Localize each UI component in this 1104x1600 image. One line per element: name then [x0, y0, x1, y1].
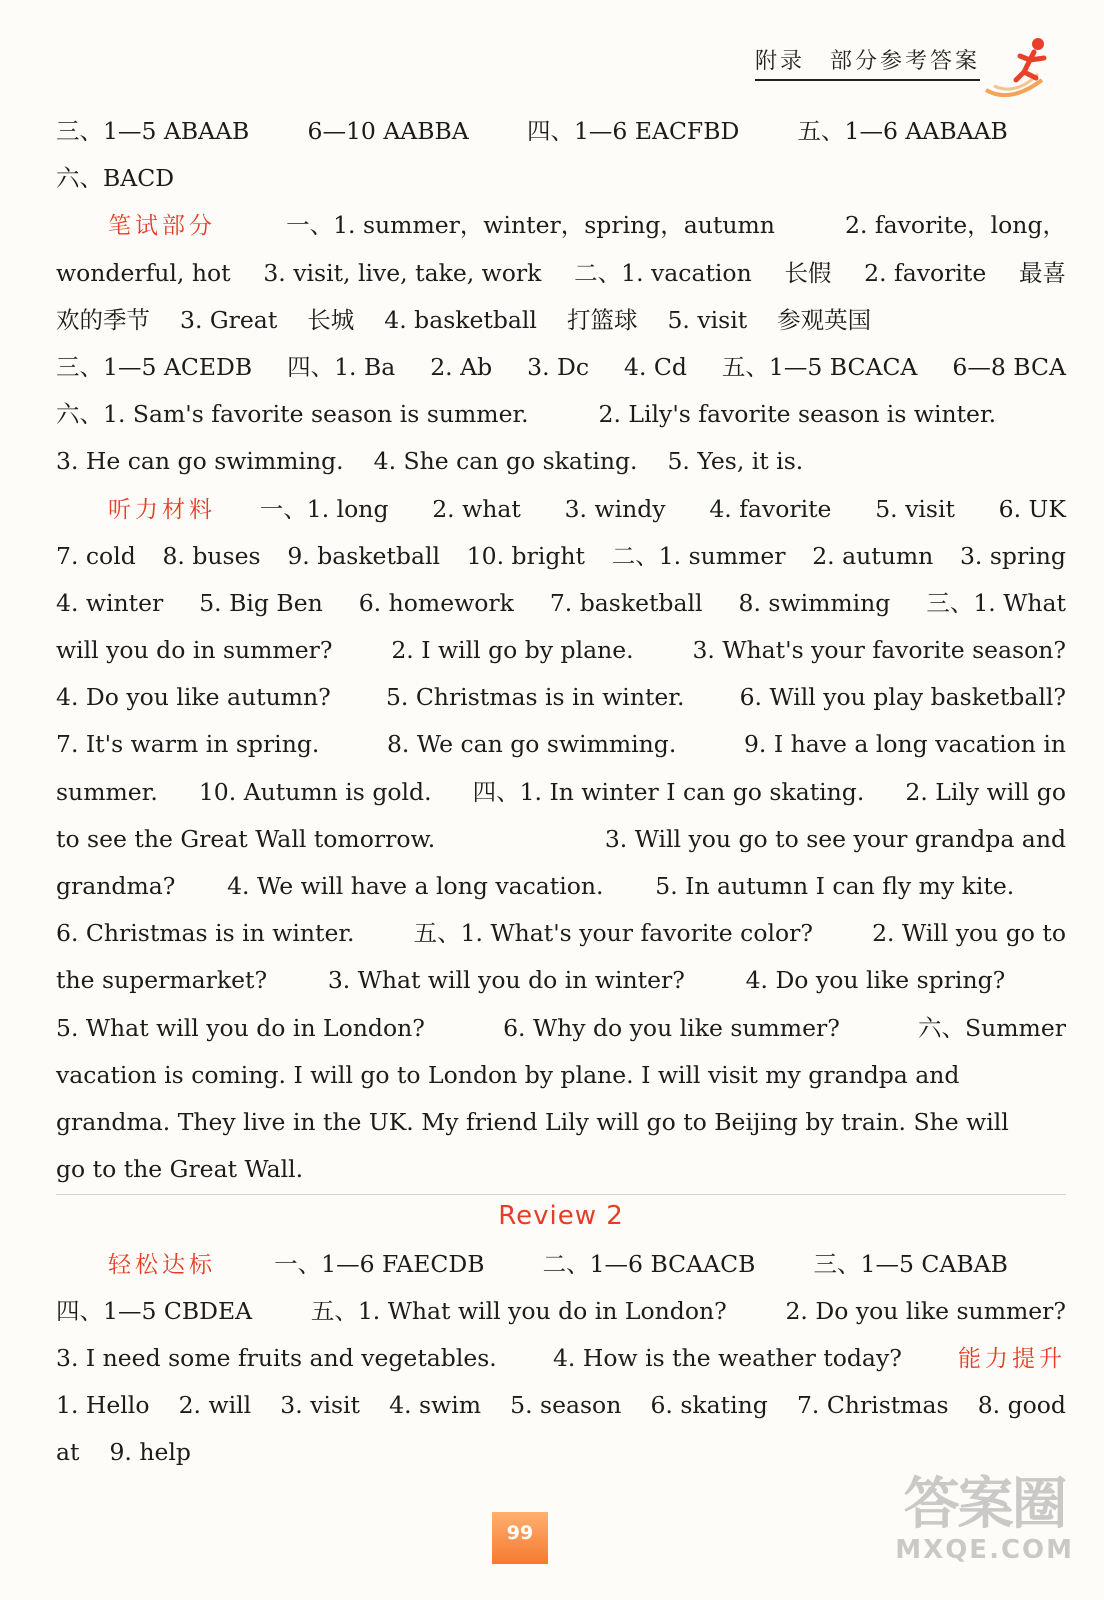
answer-line	[56, 250, 1066, 297]
answer-line	[56, 1099, 1066, 1146]
answer-segment: 二、1. vacation	[574, 258, 752, 287]
scan-divider	[56, 1194, 1066, 1195]
answer-segment: 5. Yes, it is.	[667, 447, 804, 476]
answer-segment: 2. Do you like summer?	[785, 1296, 1066, 1325]
answer-segment: 4. swim	[389, 1391, 481, 1420]
answer-segment: 7. It's warm in spring.	[56, 730, 320, 759]
answer-line	[56, 344, 1066, 391]
answer-line	[56, 721, 1066, 768]
answer-line	[56, 1005, 1066, 1052]
answer-segment: 2. what	[432, 494, 521, 523]
answer-segment: 6. skating	[650, 1391, 768, 1420]
answer-line	[56, 108, 1066, 155]
answer-segment: 四、1—5 CBDEA	[56, 1296, 253, 1325]
answer-segment: 4. favorite	[709, 494, 832, 523]
answer-segment: 6. Will you play basketball?	[739, 683, 1066, 712]
answer-segment: 9. help	[109, 1438, 191, 1467]
answer-line	[56, 627, 1066, 674]
answer-segment: 4. How is the weather today?	[552, 1343, 902, 1372]
answer-segment: 4. Cd	[624, 352, 687, 381]
answer-line	[56, 816, 1066, 863]
answer-segment: grandma. They live in the UK. My friend Lily will go to Beijing by train. She will	[56, 1107, 1009, 1136]
answer-segment: 6. homework	[358, 588, 514, 617]
page-header-title: 附录 部分参考答案	[755, 44, 980, 81]
answer-segment: 长假	[784, 258, 832, 287]
answer-segment: 2. will	[178, 1391, 252, 1420]
answer-line	[56, 297, 1066, 344]
answer-segment: 4. We will have a long vacation.	[227, 872, 604, 900]
answer-segment: 8. swimming	[738, 588, 891, 617]
answer-segment: 2. I will go by plane.	[391, 636, 634, 665]
answer-segment: 六、1. Sam's favorite season is summer.	[56, 400, 529, 429]
answer-segment: 3. visit, live, take, work	[263, 258, 542, 287]
answer-segment: 五、1—5 BCACA	[721, 352, 918, 381]
answer-line	[56, 533, 1066, 580]
answer-line	[56, 1429, 1066, 1476]
answer-segment: 3. What's your favorite season?	[692, 636, 1066, 665]
answer-segment: 2. favorite	[864, 258, 987, 287]
answer-segment: 6. Why do you like summer?	[503, 1013, 840, 1042]
answer-segment: 六、Summer	[918, 1013, 1066, 1042]
answer-segment: 6. Christmas is in winter.	[56, 919, 355, 948]
answer-segment: 6. UK	[998, 494, 1066, 523]
answer-segment: 五、1—6 AABAAB	[797, 117, 1008, 145]
answer-line	[56, 155, 1066, 202]
answer-segment: 5. Big Ben	[199, 588, 323, 617]
answer-segment: 3. What will you do in winter?	[327, 966, 685, 995]
answer-segment: 4. Do you like autumn?	[56, 683, 331, 712]
answer-segment: 7. Christmas	[796, 1391, 949, 1420]
answer-line	[56, 910, 1066, 957]
answer-segment: 一、1—6 FAECDB	[274, 1249, 485, 1278]
answer-segment: 二、1—6 BCAACB	[542, 1249, 756, 1278]
answer-line	[56, 1052, 1066, 1099]
answer-segment: 打篮球	[566, 305, 638, 334]
answer-segment: 三、1. What	[926, 588, 1066, 617]
answer-segment: 8. good	[977, 1391, 1066, 1420]
answer-segment: 2. favorite，long，	[845, 211, 1066, 240]
answer-line	[56, 202, 1066, 249]
answer-segment: 5. Christmas is in winter.	[385, 683, 685, 712]
answer-segment: 3. windy	[564, 494, 666, 523]
answer-segment: 参观英国	[777, 305, 872, 334]
answer-segment: 3. spring	[959, 541, 1066, 570]
answer-line	[56, 391, 1066, 438]
answer-segment: 8. We can go swimming.	[386, 730, 677, 759]
answer-segment: 3. visit	[280, 1391, 360, 1420]
answer-segment: 欢的季节	[56, 305, 150, 334]
section-label-listening: 听力材料	[108, 496, 216, 523]
answer-segment: 10. Autumn is gold.	[198, 777, 432, 806]
section-label-written: 笔试部分	[108, 213, 216, 240]
answer-segment: 7. basketball	[549, 588, 703, 617]
answer-segment: summer.	[56, 777, 158, 806]
answer-segment: 10. bright	[466, 541, 585, 570]
answer-segment: 4. winter	[56, 588, 164, 617]
answer-segment: 一、1. summer，winter，spring，autumn	[286, 211, 775, 240]
answer-segment: 三、1—5 ABAAB	[56, 117, 250, 145]
answer-segment: 四、1. In winter I can go skating.	[472, 777, 865, 806]
answer-segment: 三、1—5 ACEDB	[56, 352, 253, 381]
answer-segment: 3. He can go swimming.	[56, 447, 344, 476]
answer-line	[56, 863, 1066, 910]
answer-segment: 2. Lily's favorite season is winter.	[598, 400, 997, 429]
answer-segment: 3. I need some fruits and vegetables.	[56, 1343, 497, 1372]
answer-segment: 一、1. long	[259, 494, 389, 523]
section-label-easy: 轻松达标	[108, 1251, 216, 1278]
answer-segment: 3. Will you go to see your grandpa and	[604, 824, 1066, 853]
answer-line	[56, 1288, 1066, 1335]
review-title: Review 2	[498, 1201, 624, 1232]
watermark-text-big: 答案圈	[903, 1472, 1066, 1537]
answer-segment: 6—8 BCA	[952, 352, 1066, 381]
answer-segment: 五、1. What's your favorite color?	[413, 919, 813, 948]
answer-segment: 2. Ab	[430, 352, 493, 381]
answer-segment: 8. buses	[162, 541, 261, 570]
answer-segment: wonderful, hot	[56, 258, 231, 287]
answer-segment: 5. In autumn I can fly my kite.	[655, 872, 1015, 900]
answer-segment: 最喜	[1019, 258, 1066, 287]
answer-segment: 二、1. summer	[611, 541, 786, 570]
answer-segment: 四、1—6 EACFBD	[526, 117, 740, 145]
answer-line	[56, 580, 1066, 627]
answer-segment: 6—10 AABBA	[307, 117, 469, 145]
runner-logo-icon	[980, 30, 1060, 102]
answer-segment: 六、BACD	[56, 164, 175, 193]
answer-segment: 2. Lily will go	[905, 777, 1066, 806]
answer-segment: the supermarket?	[56, 966, 268, 995]
answer-segment: 9. basketball	[287, 541, 440, 570]
answer-line	[56, 957, 1066, 1004]
answer-segment: 5. visit	[667, 305, 748, 334]
answer-line	[56, 674, 1066, 721]
answer-segment: 5. season	[510, 1391, 622, 1420]
answer-segment: grandma?	[56, 872, 176, 900]
answer-line	[56, 1335, 1066, 1382]
answer-line	[56, 1382, 1066, 1429]
answer-segment: 2. autumn	[812, 541, 934, 570]
answer-segment: 4. She can go skating.	[373, 447, 638, 476]
answer-segment: 3. Great	[180, 305, 278, 334]
watermark	[895, 1474, 1074, 1564]
answer-segment: 5. What will you do in London?	[56, 1013, 425, 1042]
answer-segment: vacation is coming. I will go to London by plane. I will visit my grandpa and	[56, 1060, 960, 1089]
answer-segment: 2. Will you go to	[872, 919, 1066, 948]
answer-line	[56, 769, 1066, 816]
section-label-ability: 能力提升	[958, 1345, 1066, 1372]
answer-line	[56, 438, 1066, 485]
answer-segment: 7. cold	[56, 541, 136, 570]
answer-segment: 4. basketball	[384, 305, 537, 334]
page-number: 99	[492, 1512, 548, 1564]
answer-segment: 长城	[307, 305, 355, 334]
answer-line	[56, 1146, 1066, 1193]
answer-segment: 五、1. What will you do in London?	[310, 1296, 727, 1325]
answer-line	[56, 1241, 1066, 1288]
answer-segment: at	[56, 1438, 80, 1467]
watermark-text-small: MXQE.COM	[895, 1535, 1074, 1565]
answer-segment: 4. Do you like spring?	[745, 966, 1006, 995]
answer-segment: will you do in summer?	[56, 636, 333, 665]
answer-segment: 三、1—5 CABAB	[813, 1249, 1008, 1278]
answer-segment: 四、1. Ba	[287, 352, 396, 381]
answer-segment: 1. Hello	[56, 1391, 150, 1420]
answer-body	[56, 108, 1066, 1476]
answer-segment: 3. Dc	[527, 352, 590, 381]
answer-segment: go to the Great Wall.	[56, 1155, 304, 1184]
answer-segment: 5. visit	[875, 494, 955, 523]
answer-line	[56, 1193, 1066, 1240]
answer-line	[56, 486, 1066, 533]
answer-segment: to see the Great Wall tomorrow.	[56, 824, 436, 853]
answer-segment: 9. I have a long vacation in	[743, 730, 1066, 759]
